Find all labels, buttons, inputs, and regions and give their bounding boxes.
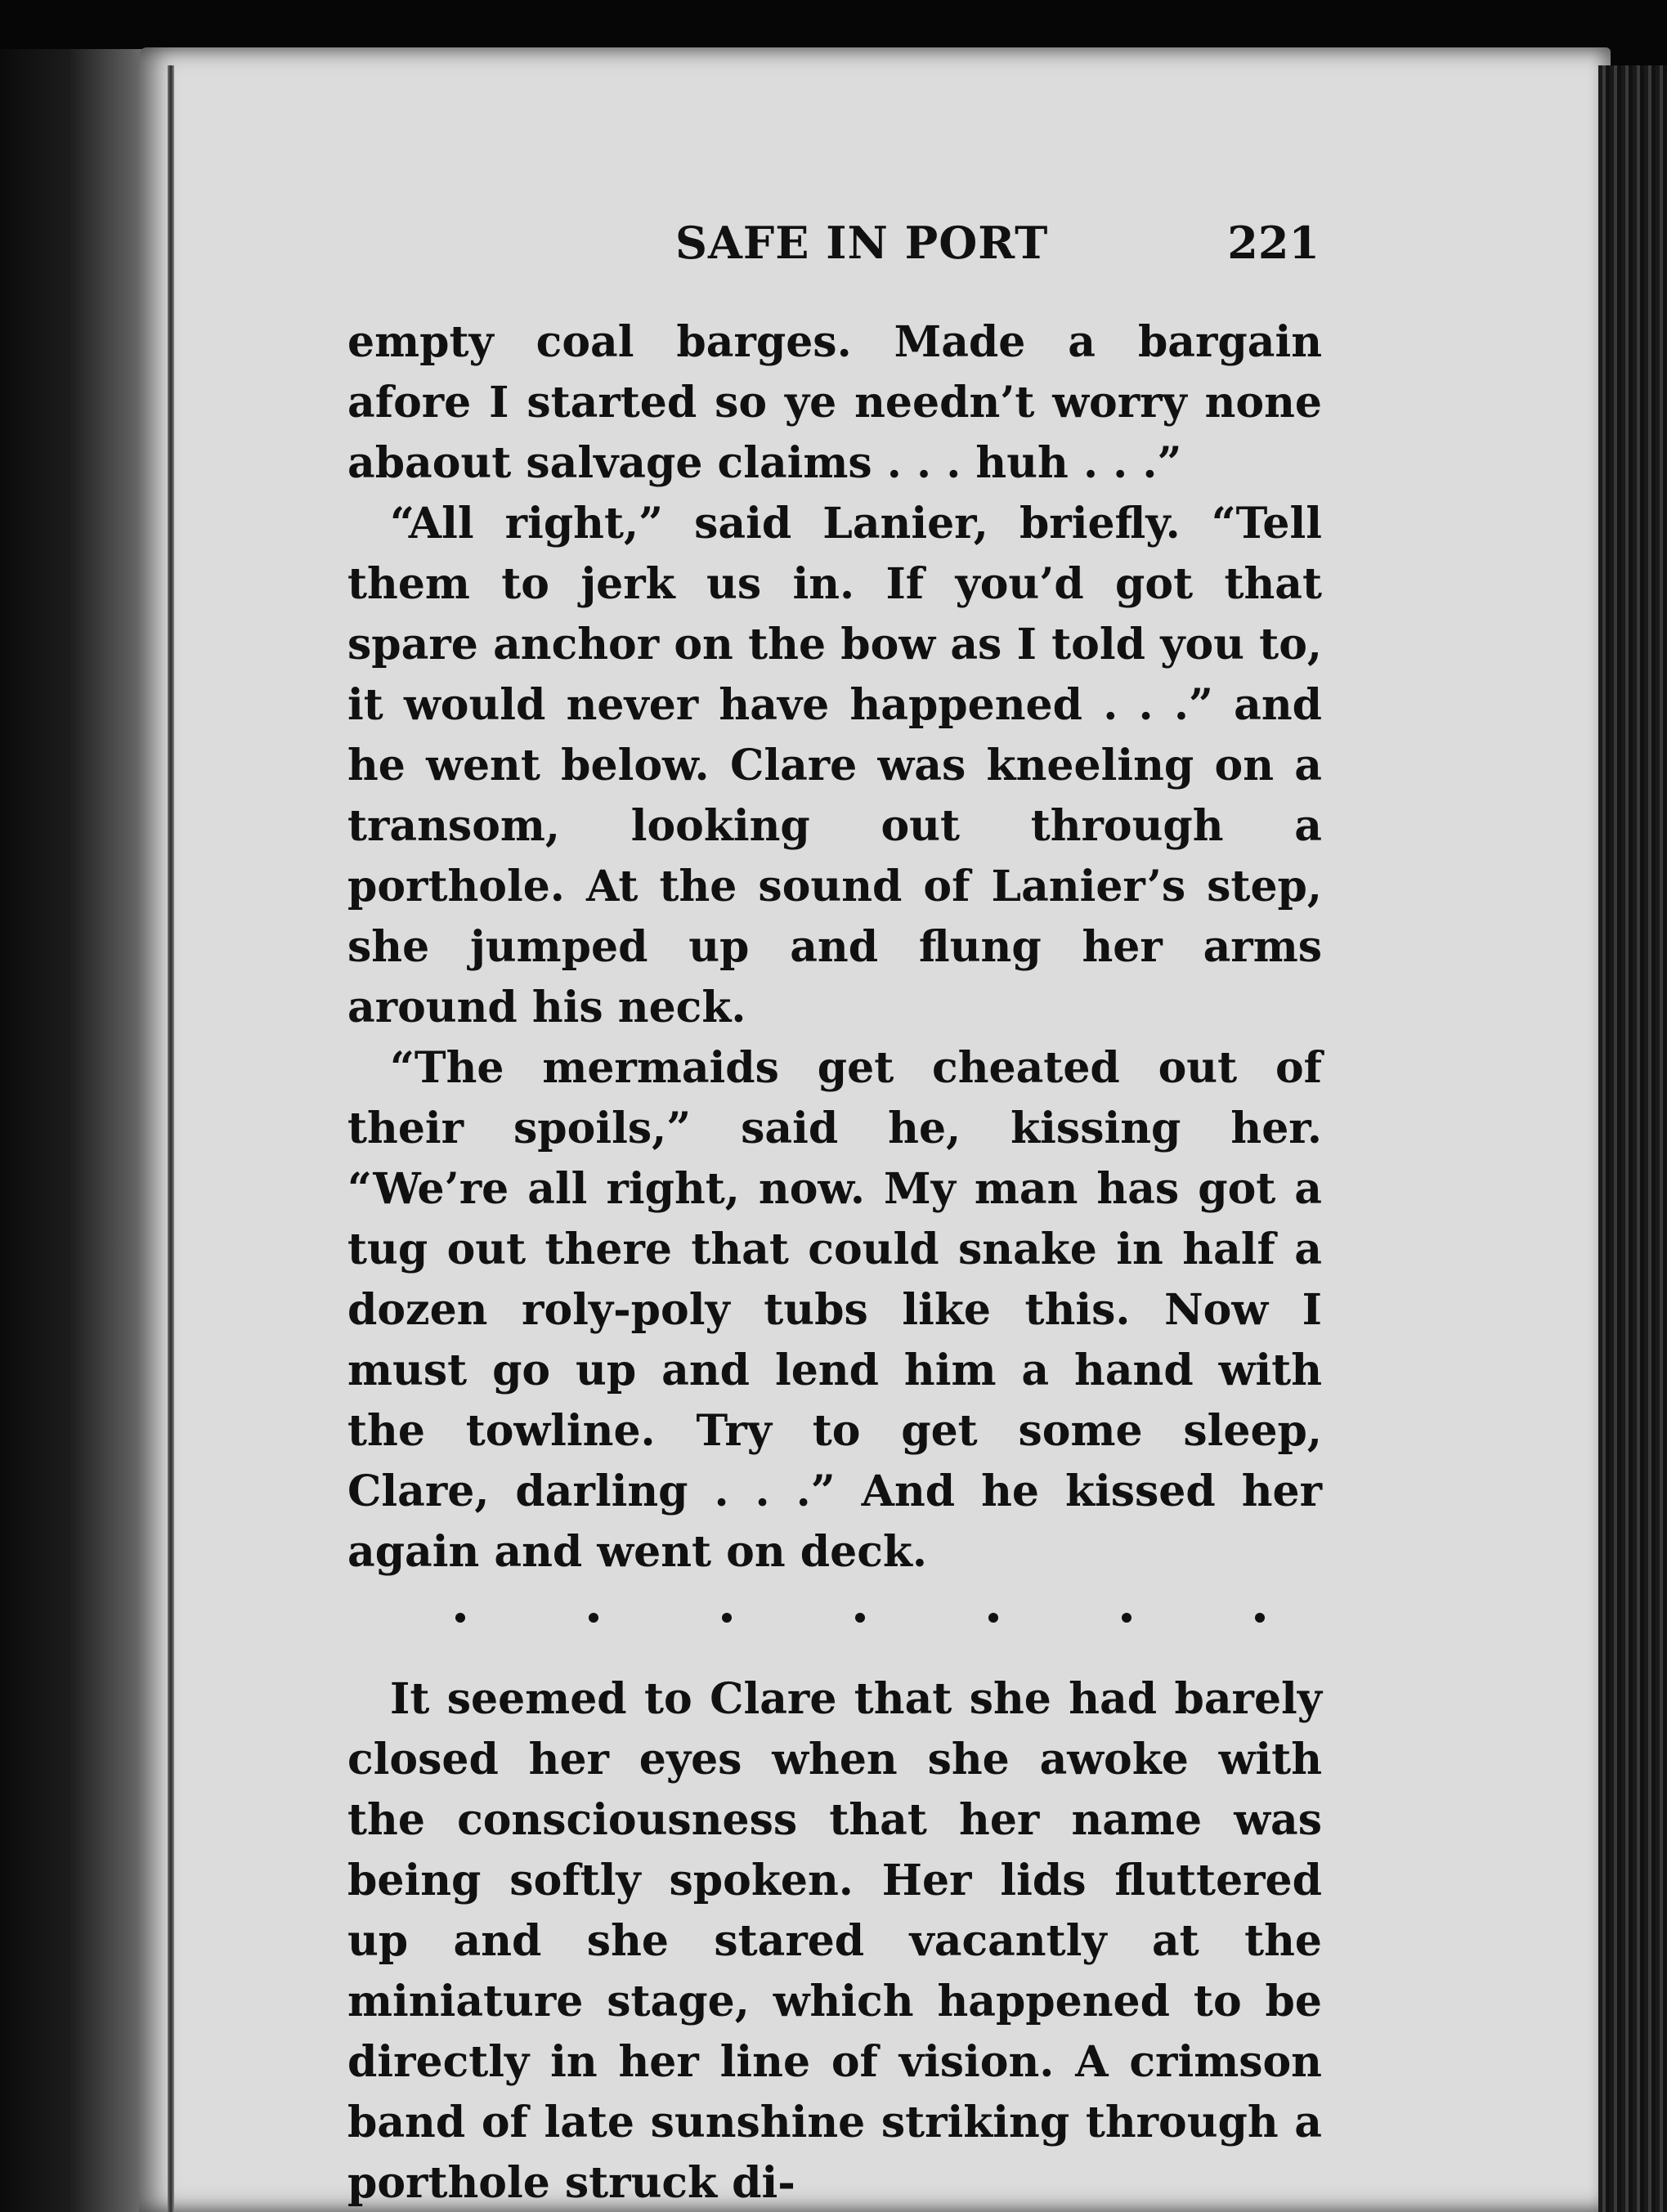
- paragraph: “All right,” said Lanier, briefly. “Tell them to jerk us in. If you’d got that spare anchor on the bow as I told you to, it would never have happened . . .” and he went below. Clare was kneeling on a transom, looking out through a porthole. At the sound of Lanier’s step, she jumped up and flung her arms around his neck.: [347, 499, 1322, 1032]
- page-edges: [1598, 65, 1667, 2212]
- page-number: 221: [1227, 217, 1320, 269]
- scene-break-dot: [855, 1613, 865, 1623]
- paragraph-continued: empty coal barges. Made a bargain afore I started so ye needn’t worry none abaout salvage claims . . . huh . . .”: [347, 317, 1322, 488]
- scene-break-dot: [455, 1613, 465, 1623]
- scene-break-dot: [1255, 1613, 1265, 1623]
- scene-break-dot: [1122, 1613, 1131, 1623]
- paragraph: “The mermaids get cheated out of their spoils,” said he, kissing her. “We’re all right, now. My man has got a tug out there that could snake in half a dozen roly-poly tubs like this. Now I must go up and lend him a hand with the towline. Try to get some sleep, Clare, darling . . .” And he kissed her again and went on deck.: [347, 1043, 1322, 1577]
- scene-break-dot: [722, 1613, 732, 1623]
- scene-break: [347, 1587, 1322, 1648]
- running-title: SAFE IN PORT: [675, 217, 1049, 269]
- gutter-shadow: [168, 65, 174, 2212]
- body-text: [347, 312, 1322, 2212]
- paragraph: It seemed to Clare that she had barely closed her eyes when she awoke with the consciousness that her name was being softly spoken. Her lids fluttered up and she stared vacantly at the miniature stage, which happened to be directly in her line of vision. A crimson band of late sunshine striking through a porthole struck di-: [347, 1674, 1322, 2208]
- scene-break-dot: [988, 1613, 998, 1623]
- scene-break-dot: [589, 1613, 598, 1623]
